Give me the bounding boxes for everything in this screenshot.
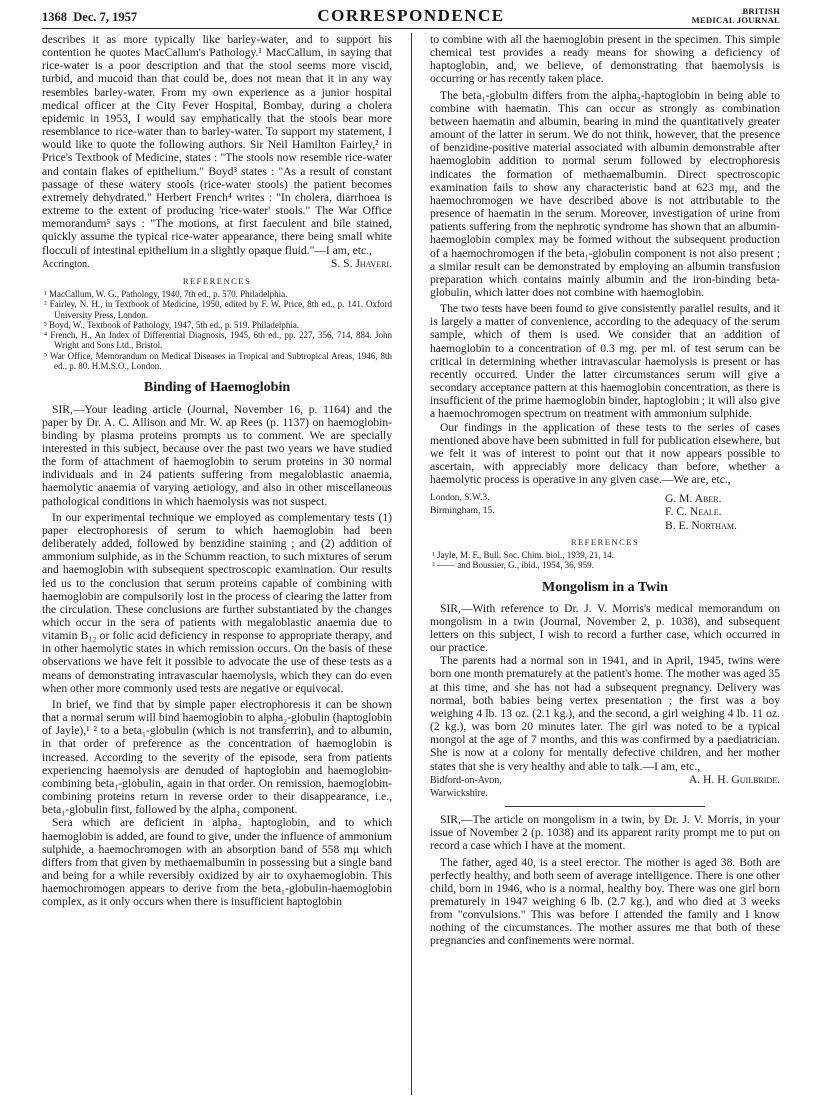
journal-name-line2: MEDICAL JOURNAL	[691, 14, 780, 25]
issue-date: Dec. 7, 1957	[73, 10, 138, 24]
signature-places	[430, 492, 495, 531]
signature-place: Birmingham, 15.	[430, 506, 495, 517]
reference-item: ² Fairley, N. H., in Textbook of Medicine, 1950, edited by F. W. Price, 8th ed., p. 141. Oxford University Press, London.	[44, 299, 392, 320]
mongolism-paragraph: SIR,—The article on mongolism in a twin, by Dr. J. V. Morris, in your issue of November 2 (p. 1038) and its apparent rarity prompt me to put on record a case which I have at the moment.	[430, 813, 780, 853]
cholera-letter-text: describes it as more typically like barley-water, and to support his contention he quotes MacCallum's Pathology.¹ MacCallum, in saying that rice-water is a poor description and that the stool seems more viscid, turbid, and mucoid than that could be, does not mean that it in any way resembles barley-water. From my own experience as a junior hospital medical officer at the City Fever Hospital, Bombay, during a cholera epidemic in 1953, I would say emphatically that the stools bear more resemblance to rice-water than to barley-water. To support my statement, I would like to quote the following authors. Sir Neil Hamilton Fairley,² in Price's Textbook of Medicine, states : "The stools now resemble rice-water and contain flakes of epithelium." Boyd³ states : "As a result of constant passage of these watery stools (rice-water stools) the patient becomes extremely dehydrated." Herbert French⁴ writes : "In cholera, diarrhoea is extreme to the extent of producing 'rice-water' stools." The War Office memorandum⁵ says : "The motions, at first faeculent and bile stained, quickly assume the typical rice-water appearance, there being small white flocculi of intestinal epithelium in a slightly opaque fluid."—I am, etc.,	[42, 33, 392, 257]
reference-item: ¹ MacCallum, W. G., Pathology, 1940, 7th ed., p. 570. Philadelphia.	[44, 288, 288, 299]
signature-place-line: Warwickshire.	[430, 787, 488, 799]
signature-name: B. E. Northam.	[665, 518, 737, 532]
references-heading: REFERENCES	[570, 536, 640, 547]
binding-paragraph: In brief, we find that by simple paper electrophoresis it can be shown that a normal serum will bind haemoglobin to alpha₂-globulin (haptoglobin of Jayle),¹ ² to a beta₁-globulin (which is not transferrin), and to albumin, in that order of preference as the concentration of haemoglobin is increased. According to the severity of the episode, sera from patients experiencing haemolysis are denuded of haptoglobin and haemoglobin-combining beta₁-globulin, again in that order. On remission, haemoglobin-combining proteins return in reverse order to their disappearance, i.e., beta₁-globulin first, followed by the alpha₂ component.	[42, 697, 392, 817]
signature-place: Accrington.	[42, 258, 90, 270]
right-column	[430, 33, 780, 948]
references-heading: REFERENCES	[182, 275, 252, 286]
journal-name	[692, 7, 780, 25]
binding-paragraph: The two tests have been found to give consistently parallel results, and it is largely a matter of convenience, according to the adequacy of the serum sample, which of them is used. We consider that an addition of haemoglobin to a concentration of 0.3 mg. per ml. of test serum can be critical in determining whether intravascular haemolysis is present or has recently occurred. Under the latter circumstances serum will give a secondary acceptance pattern at this haemoglobin concentration, as there is insufficient of the prime haemoglobin binder, haptoglobin ; it will also give a haemochromogen spectrum on treatment with ammonium sulphide.	[430, 302, 780, 421]
binding-signatures	[430, 492, 780, 531]
signature-name: F. C. Neale.	[665, 505, 722, 519]
cholera-signature	[42, 257, 392, 271]
reference-item: ³ Boyd, W., Textbook of Pathology, 1947, 5th ed., p. 519. Philadelphia.	[44, 319, 300, 330]
mongolism-paragraph: The parents had a normal son in 1941, and in April, 1945, twins were born one month prematurely at the patient's home. The mother was aged 35 at this time, and she has not had a subsequent pregnancy. Delivery was normal, both babies being vertex presentation ; the first was a boy weighing 4 lb. 13 oz. (2.1 kg.), and the second, a girl weighing 4 lb. 11 oz. (2 kg.), was born 20 minutes later. The girl was noted to be a typical mongol at the age of 7 months, and this was confirmed by a paediatrician. She is now at a colony for mentally defective children, and her mother states that she is very healthy and able to talk.—I am, etc.,	[430, 654, 780, 773]
signature-name: S. S. Jhaveri.	[330, 256, 392, 270]
journal-name-line1: BRITISH	[742, 6, 780, 16]
binding-paragraph: SIR,—Your leading article (Journal, November 16, p. 1164) and the paper by Dr. A. C. Allison and Mr. W. ap Rees (p. 1137) on haemoglobin-binding by plasma proteins prompts us to comment. We are specially interested in this subject, because over the past two years we have studied the form of attachment of haemoglobin to serum proteins in 30 normal individuals and in 24 patients suffering from megaloblastic anaemia, haemolytic anaemia of varying aetiology, and also in other miscellaneous pathological conditions in which haemolysis was not suspect.	[42, 402, 392, 508]
article-title-binding-haemoglobin: Binding of Haemoglobin	[143, 380, 291, 396]
article-title-mongolism-twin: Mongolism in a Twin	[542, 579, 668, 595]
signature-place: London, S.W.3.	[430, 493, 490, 504]
signature-names	[665, 492, 780, 531]
reference-item: ⁵ War Office, Memorandum on Medical Diseases in Tropical and Subtropical Areas, 1946, 8th ed., p. 80. H.M.S.O., London.	[44, 350, 392, 372]
signature-name: A. H. H. Guilbride.	[688, 772, 780, 786]
page-header	[42, 6, 780, 28]
letter-separator	[505, 806, 705, 807]
binding-paragraph: In our experimental technique we employed as complementary tests (1) paper electrophoresis of serum to which haemoglobin had been deliberately added, followed by benzidine staining ; and (2) addition of ammonium sulphide, as in the Schumm reaction, to such mixtures of serum and haemoglobin with subsequent spectroscopic examination. Our results led us to the conclusion that serum proteins capable of combining with haemoglobin are compulsorily lost in the process of clearing the latter from the circulation. These conclusions are further substantiated by the changes which occur in the sera of patients with megaloblastic anaemia due to vitamin B₁₂ or folic acid deficiency in response to appropriate therapy, and in other haemolytic states in which remission occurs. On the basis of these observations we have felt it possible to advocate the use of these tests as a means of demonstrating intravascular haemolysis, which they can do even when other more commonly used tests are negative or equivocal.	[42, 510, 393, 695]
signature-place	[430, 774, 502, 800]
reference-item: ⁴ French, H., An Index of Differential Diagnosis, 1945, 6th ed., pp. 227, 356, 714, 884. John Wright and Sons Ltd., Bristol.	[44, 330, 392, 351]
mongolism-paragraph: The father, aged 40, is a steel erector. The mother is aged 38. Both are perfectly healthy, and both seem of average intelligence. There is one other child, born in 1946, who is a normal, healthy boy. There was one girl born prematurely in 1947 weighing 6 lb. (2.7 kg.), and who died at 3 weeks from "convulsions." This was before I attended the family and I know nothing of the circumstances. The mother assures me that both of these pregnancies and confinements were normal.	[430, 855, 780, 948]
binding-paragraph: Sera which are deficient in alpha₂ haptoglobin, and to which haemoglobin is added, are found to give, under the influence of ammonium sulphide, a haemochromogen with an absorption band of 558 mμ which differs from that given by methaemalbumin in possessing but a single band and being for a while reversibly oxidized by air to oxyhaemoglobin. This haemochromogen appears to derive from the beta₁-globulin-haemoglobin complex, as it only occurs when there is insufficient haptoglobin	[42, 816, 392, 909]
mongolism-signature	[430, 773, 780, 800]
binding-paragraph: The beta₁-globulin differs from the alpha₂-haptoglobin in being able to combine with haematin. This can occur as strongly as combination between haematin and albumin, bearing in mind the quantitatively greater amount of the latter in serum. We do not think, however, that the presence of benzidine-positive material associated with albumin demonstrable after haemoglobin addition to normal serum followed by electrophoresis indicates the formation of methaemalbumin. Direct spectroscopic examination fails to show any characteristic band at 623 mμ, and the haemochromogen we have described above is not attributable to the presence of haematin in the serum. Moreover, investigation of urine from patients suffering from the nephrotic syndrome has shown that an albumin-haemoglobin complex may be formed without the subsequent production of a haemochromogen if the beta₁-globulin component is not also present ; a similar result can be demonstrated by employing an albumin transfusion preparation which contains mainly albumin and the iron-binding beta-globulin, which latter does not combine with haemoglobin.	[430, 88, 780, 299]
binding-paragraph: Our findings in the application of these tests to the series of cases mentioned above have been submitted in full for publication elsewhere, but we felt it was of interest to point out that it now appears possible to ascertain, with appreciably more delicacy than before, whether a haemolytic process is operative in any given case.—We are, etc.,	[430, 420, 780, 487]
mongolism-paragraph: SIR,—With reference to Dr. J. V. Morris's medical memorandum on mongolism in a twin (Journal, November 2, p. 1038), and subsequent letters on this subject, I wish to record a further case, which occurred in our practice.	[430, 601, 780, 655]
section-title: CORRESPONDENCE	[317, 6, 505, 25]
reference-item: ¹ Jayle, M. F., Bull. Soc. Chim. biol., 1939, 21, 14.	[432, 549, 614, 560]
column-divider	[411, 33, 412, 1095]
signature-place-line: Bidford-on-Avon,	[430, 774, 502, 786]
header-rule	[42, 28, 780, 29]
left-column	[42, 33, 392, 908]
signature-name: G. M. Aber.	[665, 492, 722, 506]
reference-item: ² —— and Boussier, G., ibid., 1954, 36, 959.	[432, 560, 594, 571]
page-number: 1368	[42, 10, 67, 24]
binding-paragraph: to combine with all the haemoglobin present in the specimen. This simple chemical test provides a ready means for showing a deficiency of haptoglobin, and, we believe, of demonstrating that haemolysis is occurring or has recently taken place.	[430, 33, 780, 86]
